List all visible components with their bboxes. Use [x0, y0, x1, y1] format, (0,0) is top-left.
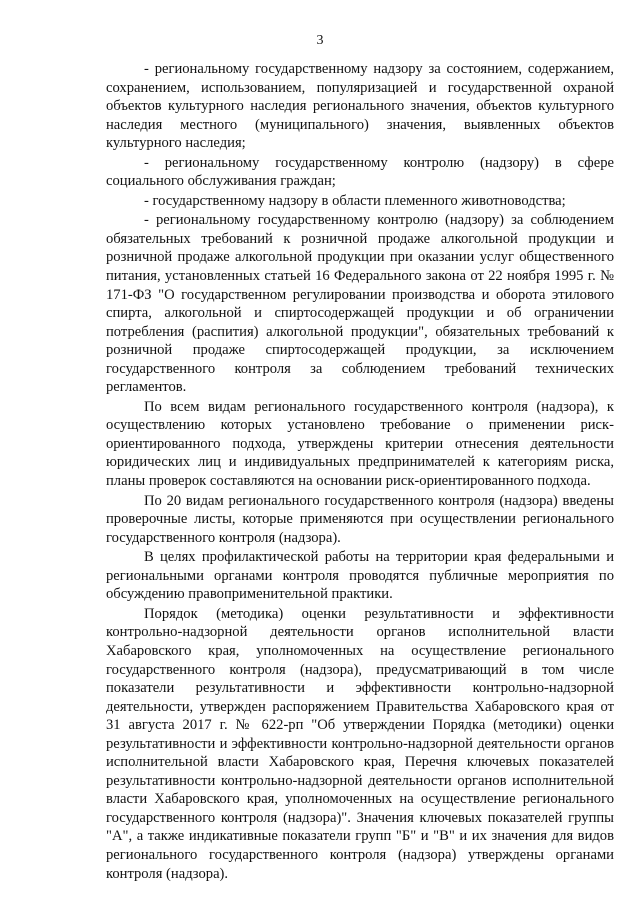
paragraph-alcohol-retail: - региональному государственному контролю (надзору) за соблюдением обязательных требований к розничной продаже алкогольной продукции и розничной продаже алкогольной продукции при оказании услуг общественного питания, установленных статьей 16 Федерального закона от 22 ноября 1995 г. № 171-ФЗ "О государственном регулировании производства и оборота этилового спирта, алкогольной и спиртосодержащей продукции и об ограничении потребления (распития) алкогольной продукции", обязательных требований к розничной продаже спиртосодержащей продукции, за исключением государственного контроля за соблюдением требований технических регламентов. [106, 212, 614, 396]
paragraph-checklists: По 20 видам регионального государственного контроля (надзора) введены проверочные листы, которые применяются при осуществлении регионального государственного контроля (надзора). [106, 492, 614, 546]
document-body [106, 60, 614, 884]
paragraph-livestock: - государственному надзору в области племенного животноводства; [144, 192, 566, 209]
paragraph-social-services: - региональному государственному контролю (надзору) в сфере социального обслуживания граждан; [106, 154, 614, 190]
paragraph-cultural-heritage: - региональному государственному надзору за состоянием, содержанием, сохранением, использованием, популяризацией и государственной охраной объектов культурного наследия регионального значения, объектов культурного наследия местного (муниципального) значения, выявленных объектов культурного наследия; [106, 61, 614, 152]
page-number: 3 [316, 33, 324, 48]
paragraph-prevention: В целях профилактической работы на территории края федеральными и региональными органами контроля проводятся публичные мероприятия по обсуждению правоприменительной практики. [106, 549, 614, 603]
paragraph-evaluation-method: Порядок (методика) оценки результативности и эффективности контрольно-надзорной деятельности органов исполнительной власти Хабаровского края, уполномоченных на осуществление регионального государственного контроля (надзора), предусматривающий в том числе показатели результативности и эффективности контрольно-надзорной деятельности, утвержден распоряжением Правительства Хабаровского края от 31 августа 2017 г. № 622-рп "Об утверждении Порядка (методики) оценки результативности и эффективности контрольно-надзорной деятельности органов исполнительной власти Хабаровского края, Перечня ключевых показателей результативности контрольно-надзорной деятельности органов исполнительной власти Хабаровского края, уполномоченных на осуществление регионального государственного контроля (надзора)". Значения ключевых показателей группы "А", а также индикативные показатели групп "Б" и "В" и их значения для видов регионального государственного контроля (надзора) утверждены органами контроля (надзора). [106, 605, 614, 882]
paragraph-risk-approach: По всем видам регионального государственного контроля (надзора), к осуществлению которых установлено требование о применении риск-ориентированного подхода, утверждены критерии отнесения деятельности юридических лиц и индивидуальных предпринимателей к категориям риска, планы проверок составляются на основании риск-ориентированного подхода. [106, 398, 614, 490]
